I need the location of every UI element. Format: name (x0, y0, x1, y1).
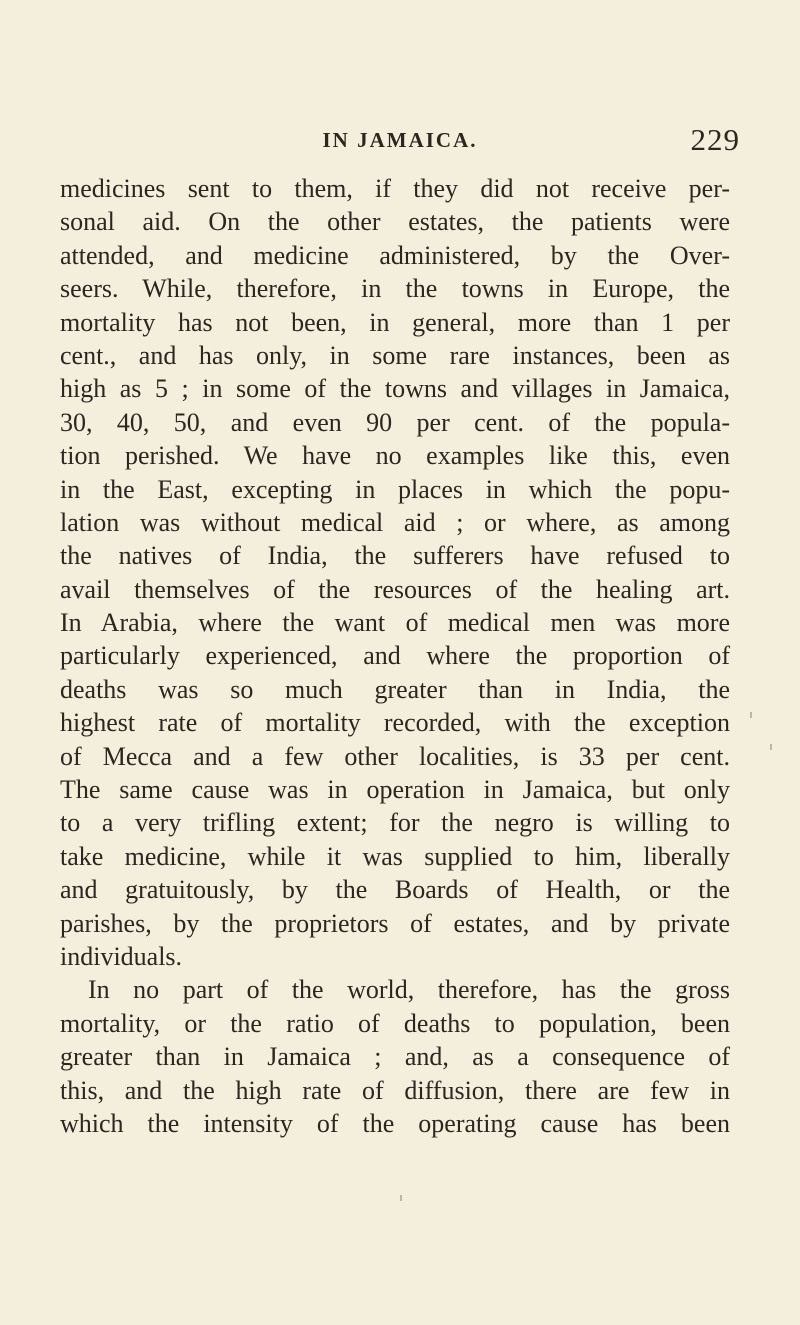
text-line: In no part of the world, therefore, has the gross (88, 975, 730, 1005)
text-line: avail themselves of the resources of the healing art. (60, 574, 730, 604)
text-line: particularly experienced, and where the proportion of (60, 641, 730, 671)
body-text (60, 172, 730, 1140)
text-line: mortality, or the ratio of deaths to population, been (60, 1008, 730, 1038)
text-line: greater than in Jamaica ; and, as a consequence of (60, 1042, 730, 1072)
text-line: of Mecca and a few other localities, is 33 per cent. (60, 741, 730, 771)
text-line: medicines sent to them, if they did not receive per- (60, 174, 730, 203)
text-line: take medicine, while it was supplied to him, liberally (60, 841, 730, 871)
paragraph-2 (60, 973, 730, 1140)
text-line: individuals. (60, 941, 183, 971)
text-line: mortality has not been, in general, more than 1 per (60, 307, 730, 337)
text-line: which the intensity of the operating cause has been (60, 1108, 730, 1138)
text-line: sonal aid. On the other estates, the patients were (60, 207, 730, 237)
text-line: the natives of India, the sufferers have refused to (60, 541, 730, 571)
text-line: deaths was so much greater than in India, the (60, 674, 730, 704)
paragraph-1 (60, 172, 730, 973)
text-line: tion perished. We have no examples like this, even (60, 441, 730, 471)
text-line: parishes, by the proprietors of estates, and by private (60, 908, 730, 938)
paper-speck (770, 744, 772, 750)
text-line: highest rate of mortality recorded, with the exception (60, 708, 730, 738)
text-line: 30, 40, 50, and even 90 per cent. of the popula- (60, 407, 730, 437)
text-line: attended, and medicine administered, by the Over- (60, 240, 730, 270)
paper-speck (400, 1195, 402, 1201)
text-line: and gratuitously, by the Boards of Health, or the (60, 875, 730, 905)
paper-speck (750, 712, 752, 718)
running-head (60, 122, 740, 162)
text-line: seers. While, therefore, in the towns in Europe, the (60, 274, 730, 304)
running-title: IN JAMAICA. (322, 128, 478, 152)
page-number: 229 (690, 122, 740, 157)
text-line: to a very trifling extent; for the negro is willing to (60, 808, 730, 838)
text-line: this, and the high rate of diffusion, there are few in (60, 1075, 730, 1105)
text-line: The same cause was in operation in Jamaica, but only (60, 775, 730, 805)
text-line: cent., and has only, in some rare instances, been as (60, 340, 730, 370)
text-line: In Arabia, where the want of medical men was more (60, 608, 730, 638)
text-line: high as 5 ; in some of the towns and villages in Jamaica, (60, 374, 730, 404)
text-line: in the East, excepting in places in which the popu- (60, 474, 730, 504)
text-line: lation was without medical aid ; or where, as among (60, 507, 730, 537)
